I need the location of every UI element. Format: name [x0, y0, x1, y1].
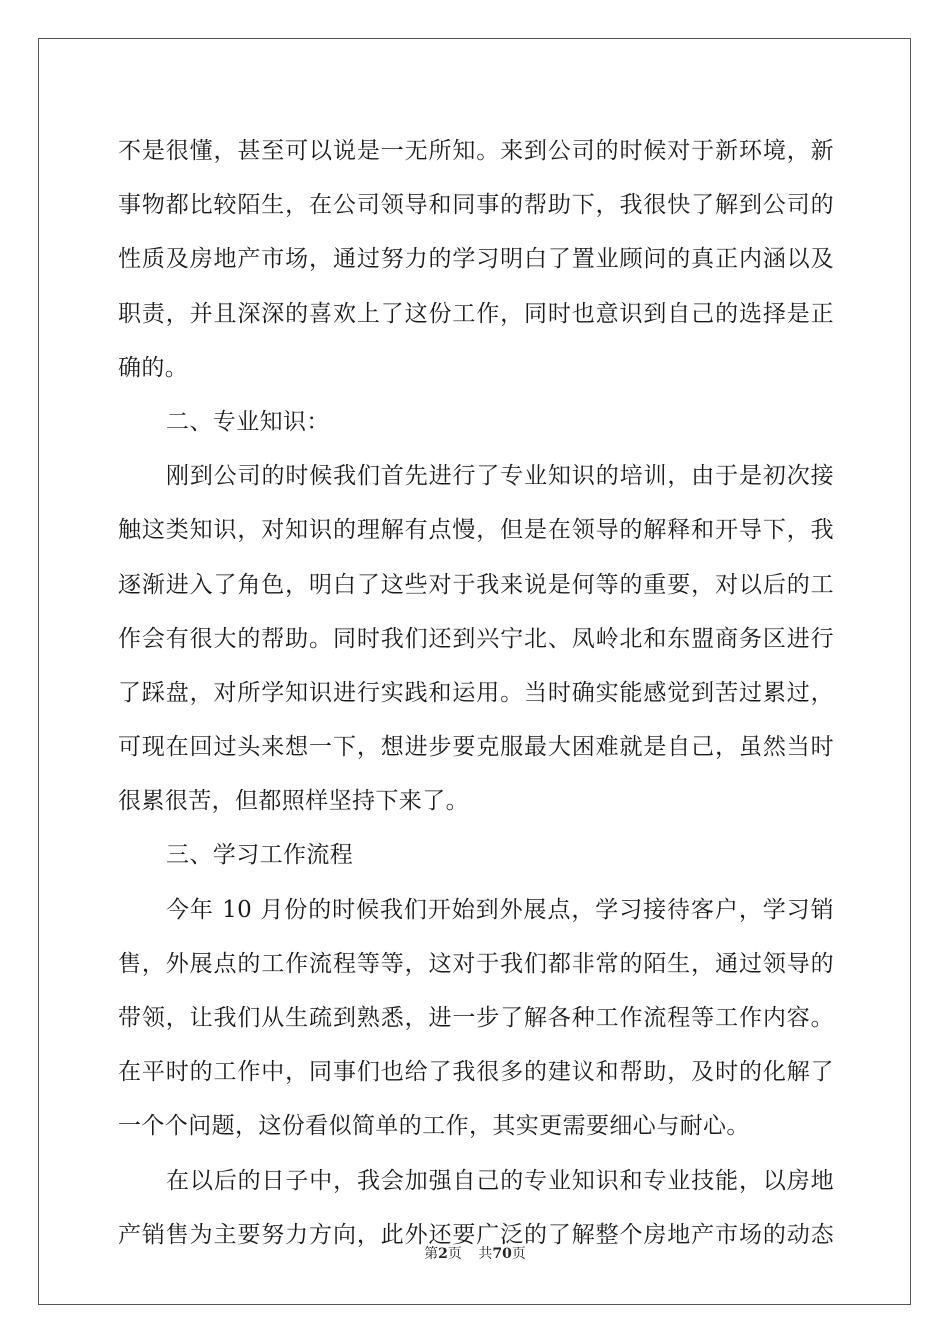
text-line: 产销售为主要努力方向，此外还要广泛的了解整个房地产市场的动态 [118, 1221, 834, 1248]
page-footer [0, 1243, 950, 1263]
text-line: 很累很苦，但都照样坚持下来了。 [118, 788, 469, 815]
text-line: 在平时的工作中，同事们也给了我很多的建议和帮助，及时的化解了 [118, 1059, 834, 1086]
text-line: 逐渐进入了角色，明白了这些对于我来说是何等的重要，对以后的工 [118, 571, 834, 598]
text-line: 确的。 [118, 354, 189, 381]
text-line: 可现在回过头来想一下，想进步要克服最大困难就是自己，虽然当时 [118, 734, 834, 761]
text-line: 不是很懂，甚至可以说是一无所知。来到公司的时候对于新环境，新 [118, 138, 834, 164]
text-line: 作会有很大的帮助。同时我们还到兴宁北、凤岭北和东盟商务区进行 [118, 625, 834, 652]
page-indicator: 第2页 [424, 1246, 462, 1262]
text-line: 性质及房地产市场，通过努力的学习明白了置业顾问的真正内涵以及 [118, 246, 834, 273]
text-line: 售，外展点的工作流程等等，这对于我们都非常的陌生，通过领导的 [118, 950, 834, 977]
text-line: 触这类知识，对知识的理解有点慢，但是在领导的解释和开导下，我 [118, 517, 834, 544]
text-line: 今年 10 月份的时候我们开始到外展点，学习接待客户，学习销 [166, 896, 834, 923]
text-line: 一个个问题，这份看似简单的工作，其实更需要细心与耐心。 [118, 1113, 750, 1140]
total-pages-indicator: 共70页 [478, 1246, 526, 1262]
text-line: 在以后的日子中，我会加强自己的专业知识和专业技能，以房地 [166, 1167, 834, 1194]
text-line: 带领，让我们从生疏到熟悉，进一步了解各种工作流程等工作内容。 [118, 1005, 834, 1031]
text-line: 刚到公司的时候我们首先进行了专业知识的培训，由于是初次接 [166, 463, 834, 490]
text-line: 三、学习工作流程 [166, 842, 354, 869]
text-line: 二、专业知识： [166, 408, 330, 435]
document-body [118, 124, 834, 1262]
text-line: 了踩盘，对所学知识进行实践和运用。当时确实能感觉到苦过累过， [118, 679, 834, 706]
text-line: 事物都比较陌生，在公司领导和同事的帮助下，我很快了解到公司的 [118, 192, 834, 219]
text-line: 职责，并且深深的喜欢上了这份工作，同时也意识到自己的选择是正 [118, 300, 834, 327]
